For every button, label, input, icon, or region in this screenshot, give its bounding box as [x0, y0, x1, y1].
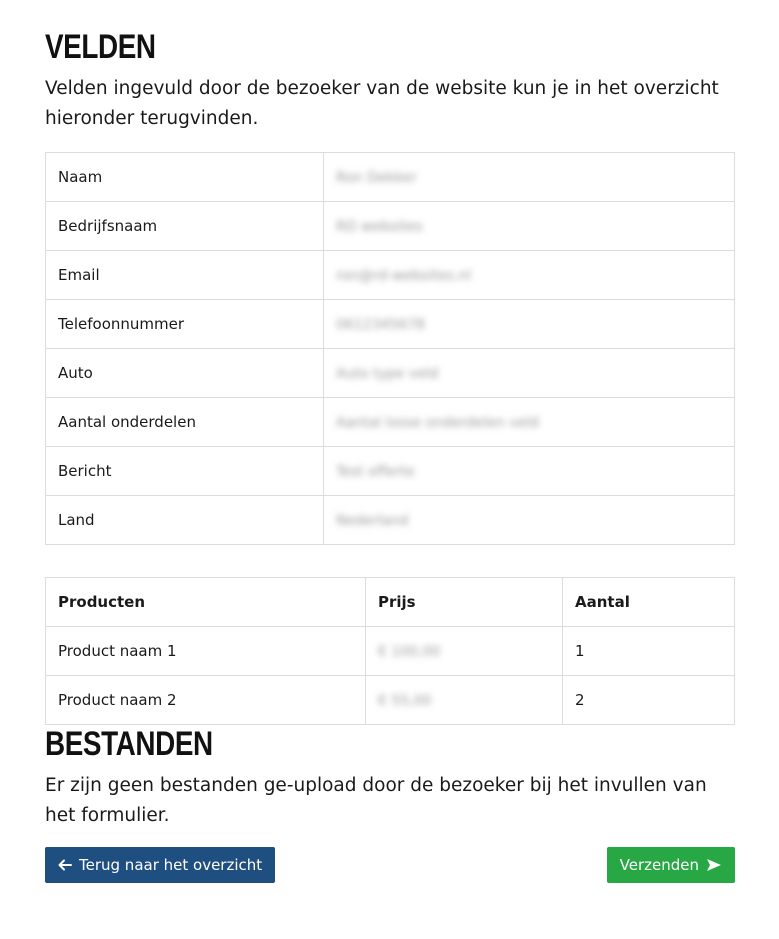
field-value	[324, 447, 735, 496]
product-name: Product naam 1	[46, 627, 366, 676]
field-value-text: ron@rd-websites.nl	[336, 268, 472, 284]
product-name: Product naam 2	[46, 676, 366, 725]
table-row	[46, 447, 735, 496]
field-label: Land	[46, 496, 324, 545]
files-title: BESTANDEN	[45, 725, 213, 763]
fields-table	[45, 152, 735, 545]
table-header-row	[46, 578, 735, 627]
table-row	[46, 202, 735, 251]
column-header-price: Prijs	[366, 578, 563, 627]
fields-title: VELDEN	[45, 28, 156, 66]
field-value-text: Ron Dekker	[336, 170, 417, 186]
field-value-text: Nederland	[336, 513, 409, 529]
field-label: Naam	[46, 153, 324, 202]
field-value	[324, 300, 735, 349]
table-row	[46, 349, 735, 398]
paper-plane-icon	[706, 858, 722, 872]
product-price	[366, 627, 563, 676]
product-price-text: € 55,00	[378, 693, 432, 709]
field-value	[324, 398, 735, 447]
field-value-text: RD websites	[336, 219, 423, 235]
files-text: Er zijn geen bestanden ge-upload door de bezoeker bij het invullen van het formulier.	[45, 775, 707, 826]
product-quantity: 2	[563, 676, 735, 725]
field-label: Telefoonnummer	[46, 300, 324, 349]
table-row	[46, 627, 735, 676]
table-row	[46, 251, 735, 300]
field-label: Bericht	[46, 447, 324, 496]
field-value	[324, 349, 735, 398]
arrow-left-icon	[58, 859, 72, 871]
send-button-label: Verzenden	[619, 856, 699, 874]
field-value	[324, 153, 735, 202]
field-value	[324, 251, 735, 300]
field-label: Aantal onderdelen	[46, 398, 324, 447]
field-value-text: Auto type veld	[336, 366, 439, 382]
field-value-text: Aantal losse onderdelen veld	[336, 415, 539, 431]
field-value-text: Test offerte	[336, 464, 415, 480]
field-label: Email	[46, 251, 324, 300]
table-row	[46, 496, 735, 545]
submission-detail	[45, 0, 735, 883]
products-table	[45, 577, 735, 725]
field-label: Bedrijfsnaam	[46, 202, 324, 251]
table-row	[46, 153, 735, 202]
field-value	[324, 202, 735, 251]
table-row	[46, 398, 735, 447]
product-quantity: 1	[563, 627, 735, 676]
action-bar	[45, 847, 735, 883]
column-header-quantity: Aantal	[563, 578, 735, 627]
back-to-overview-button[interactable]	[45, 847, 275, 883]
field-value-text: 0612345678	[336, 317, 426, 333]
send-button[interactable]	[607, 847, 735, 883]
table-row	[46, 676, 735, 725]
table-row	[46, 300, 735, 349]
product-price-text: € 100,00	[378, 644, 441, 660]
fields-intro: Velden ingevuld door de bezoeker van de website kun je in het overzicht hieronder terugvinden.	[45, 78, 719, 129]
field-label: Auto	[46, 349, 324, 398]
product-price	[366, 676, 563, 725]
back-button-label: Terug naar het overzicht	[79, 856, 263, 874]
field-value	[324, 496, 735, 545]
column-header-products: Producten	[46, 578, 366, 627]
